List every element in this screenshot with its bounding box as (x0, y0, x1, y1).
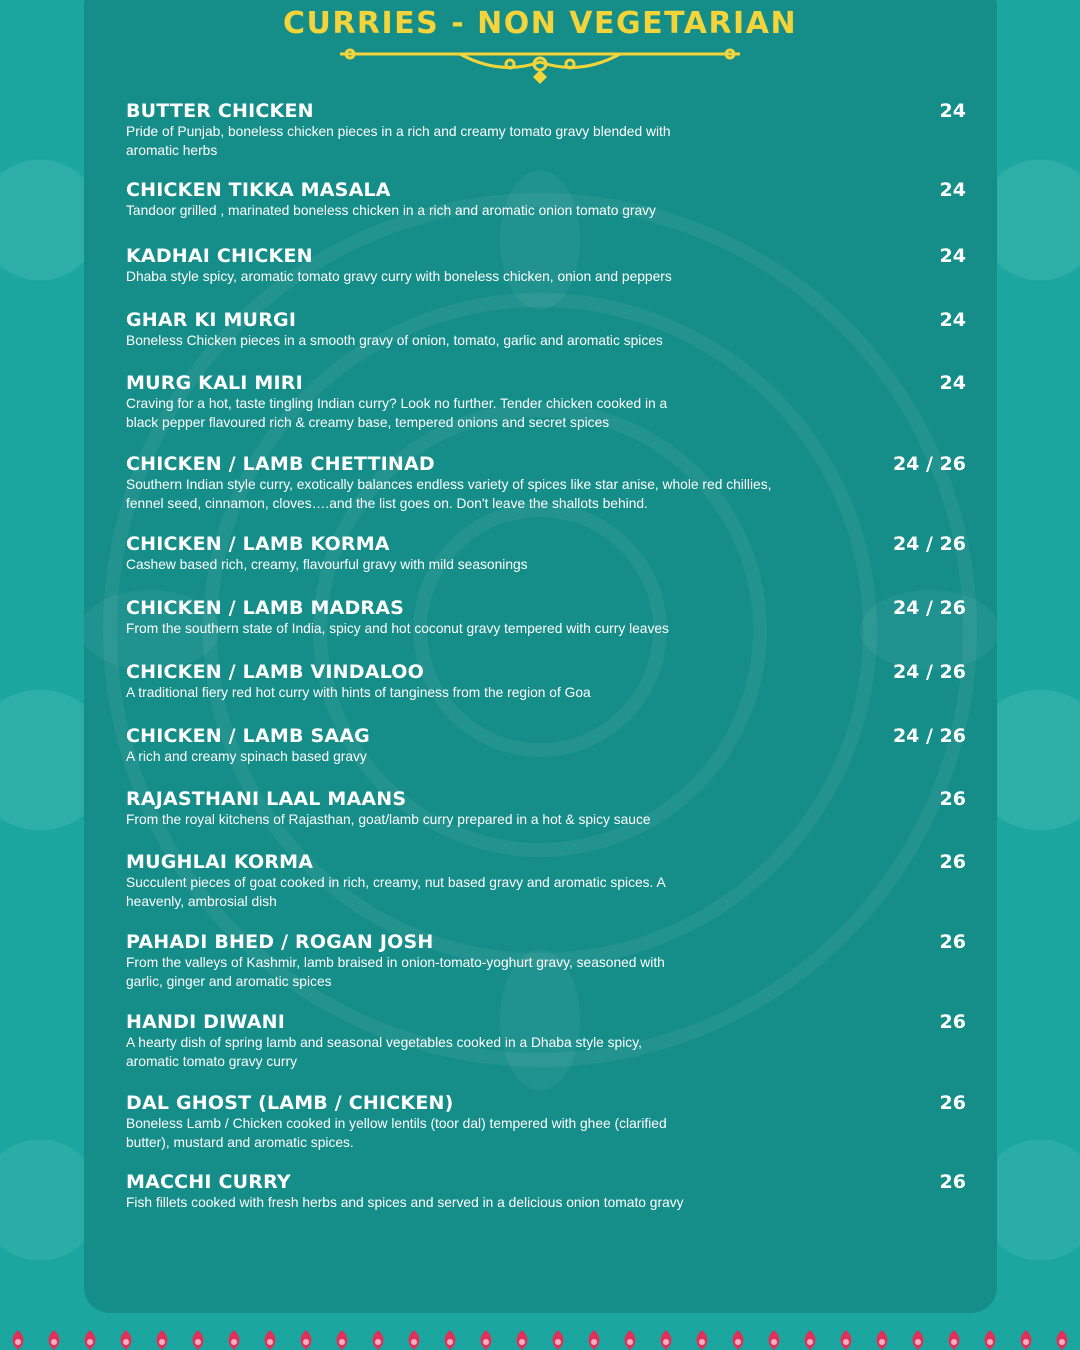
item-description: Southern Indian style curry, exotically balances endless variety of spices like star anise, whole red chillies, fennel seed, cinnamon, cloves….and the list goes on. Don't leave the shallots behind. (126, 477, 772, 511)
item-description: A traditional fiery red hot curry with hints of tanginess from the region of Goa (126, 685, 591, 700)
item-description: Pride of Punjab, boneless chicken pieces in a rich and creamy tomato gravy blended with aromatic herbs (126, 124, 671, 158)
paisley-dot (555, 1339, 561, 1345)
paisley-dot (771, 1339, 777, 1345)
item-description: Boneless Lamb / Chicken cooked in yellow lentils (toor dal) tempered with ghee (clarified butter), mustard and aromatic spices. (126, 1116, 667, 1150)
paisley-dot (483, 1339, 489, 1345)
menu-item (126, 452, 966, 513)
item-price: 26 (939, 1011, 966, 1033)
paisley-dot (519, 1339, 525, 1345)
paisley-dot (843, 1339, 849, 1345)
paisley-dot (195, 1339, 201, 1345)
item-description: From the valleys of Kashmir, lamb braised in onion-tomato-yoghurt gravy, seasoned with garlic, ginger and aromatic spices (126, 955, 665, 989)
item-price: 26 (939, 1092, 966, 1114)
menu-item (126, 371, 966, 432)
menu-item (126, 596, 966, 639)
item-name: GHAR KI MURGI (126, 309, 297, 331)
paisley-dot (267, 1339, 273, 1345)
item-price: 26 (939, 1171, 966, 1193)
menu-item (126, 99, 966, 160)
menu-item (126, 1091, 966, 1152)
paisley-dot (807, 1339, 813, 1345)
item-price: 26 (939, 851, 966, 873)
item-description: Succulent pieces of goat cooked in rich, creamy, nut based gravy and aromatic spices. A heavenly, ambrosial dish (126, 875, 665, 909)
paisley-dot (123, 1339, 129, 1345)
paisley-dot (87, 1339, 93, 1345)
item-name: CHICKEN / LAMB CHETTINAD (126, 453, 435, 475)
menu-item (126, 850, 966, 911)
item-description: Cashew based rich, creamy, flavourful gravy with mild seasonings (126, 557, 528, 572)
paisley-dot (879, 1339, 885, 1345)
item-price: 24 / 26 (892, 533, 966, 555)
item-price: 24 / 26 (892, 597, 966, 619)
menu-item (126, 244, 966, 287)
paisley-dot (699, 1339, 705, 1345)
item-description: A hearty dish of spring lamb and seasonal vegetables cooked in a Dhaba style spicy, aromatic tomato gravy curry (126, 1035, 642, 1069)
item-description: Dhaba style spicy, aromatic tomato gravy curry with boneless chicken, onion and peppers (126, 269, 672, 284)
menu-item (126, 308, 966, 351)
paisley-dot (447, 1339, 453, 1345)
item-name: CHICKEN / LAMB VINDALOO (126, 661, 424, 683)
paisley-dot (951, 1339, 957, 1345)
menu-item (126, 660, 966, 703)
item-price: 24 (939, 309, 966, 331)
menu-item (126, 1010, 966, 1071)
item-description: Craving for a hot, taste tingling Indian curry? Look no further. Tender chicken cooked in a black pepper flavoured rich & creamy base, tempered onions and secret spices (126, 396, 668, 430)
item-name: CHICKEN TIKKA MASALA (126, 179, 391, 201)
paisley-dot (231, 1339, 237, 1345)
paisley-dot (411, 1339, 417, 1345)
paisley-dot (915, 1339, 921, 1345)
item-name: RAJASTHANI LAAL MAANS (126, 788, 407, 810)
paisley-dot (627, 1339, 633, 1345)
item-price: 24 (939, 179, 966, 201)
item-description: Tandoor grilled , marinated boneless chicken in a rich and aromatic onion tomato gravy (126, 203, 656, 218)
item-description: From the southern state of India, spicy and hot coconut gravy tempered with curry leaves (126, 621, 669, 636)
item-price: 24 (939, 245, 966, 267)
paisley-dot (51, 1339, 57, 1345)
item-price: 24 (939, 100, 966, 122)
menu-item (126, 178, 966, 221)
item-price: 24 / 26 (892, 453, 966, 475)
paisley-dot (15, 1339, 21, 1345)
item-price: 26 (939, 788, 966, 810)
paisley-dot (375, 1339, 381, 1345)
item-description: Boneless Chicken pieces in a smooth gravy of onion, tomato, garlic and aromatic spices (126, 333, 663, 348)
paisley-dot (339, 1339, 345, 1345)
item-name: MACCHI CURRY (126, 1171, 291, 1193)
item-name: KADHAI CHICKEN (126, 245, 313, 267)
item-name: CHICKEN / LAMB MADRAS (126, 597, 405, 619)
item-name: CHICKEN / LAMB KORMA (126, 533, 390, 555)
menu-item (126, 1170, 966, 1213)
item-price: 24 (939, 372, 966, 394)
item-name: BUTTER CHICKEN (126, 100, 314, 122)
menu-title: CURRIES - NON VEGETARIAN (282, 6, 798, 41)
item-price: 24 / 26 (892, 725, 966, 747)
item-name: MURG KALI MIRI (126, 372, 303, 394)
item-name: MUGHLAI KORMA (126, 851, 314, 873)
item-description: From the royal kitchens of Rajasthan, goat/lamb curry prepared in a hot & spicy sauce (126, 812, 651, 827)
paisley-dot (591, 1339, 597, 1345)
item-name: PAHADI BHED / ROGAN JOSH (126, 931, 434, 953)
menu-item (126, 787, 966, 830)
paisley-dot (303, 1339, 309, 1345)
item-name: CHICKEN / LAMB SAAG (126, 725, 370, 747)
paisley-dot (663, 1339, 669, 1345)
paisley-dot (987, 1339, 993, 1345)
item-name: HANDI DIWANI (126, 1011, 285, 1033)
menu-item (126, 724, 966, 767)
item-price: 24 / 26 (892, 661, 966, 683)
paisley-dot (159, 1339, 165, 1345)
decorative-bottom-border (0, 1324, 1080, 1350)
paisley-dot (1059, 1339, 1065, 1345)
title-ornament (330, 44, 750, 84)
paisley-dot (1023, 1339, 1029, 1345)
menu-item (126, 930, 966, 991)
paisley-dot (735, 1339, 741, 1345)
menu-item (126, 532, 966, 575)
item-description: A rich and creamy spinach based gravy (126, 749, 367, 764)
item-name: DAL GHOST (LAMB / CHICKEN) (126, 1092, 454, 1114)
item-price: 26 (939, 931, 966, 953)
item-description: Fish fillets cooked with fresh herbs and spices and served in a delicious onion tomato gravy (126, 1195, 684, 1210)
